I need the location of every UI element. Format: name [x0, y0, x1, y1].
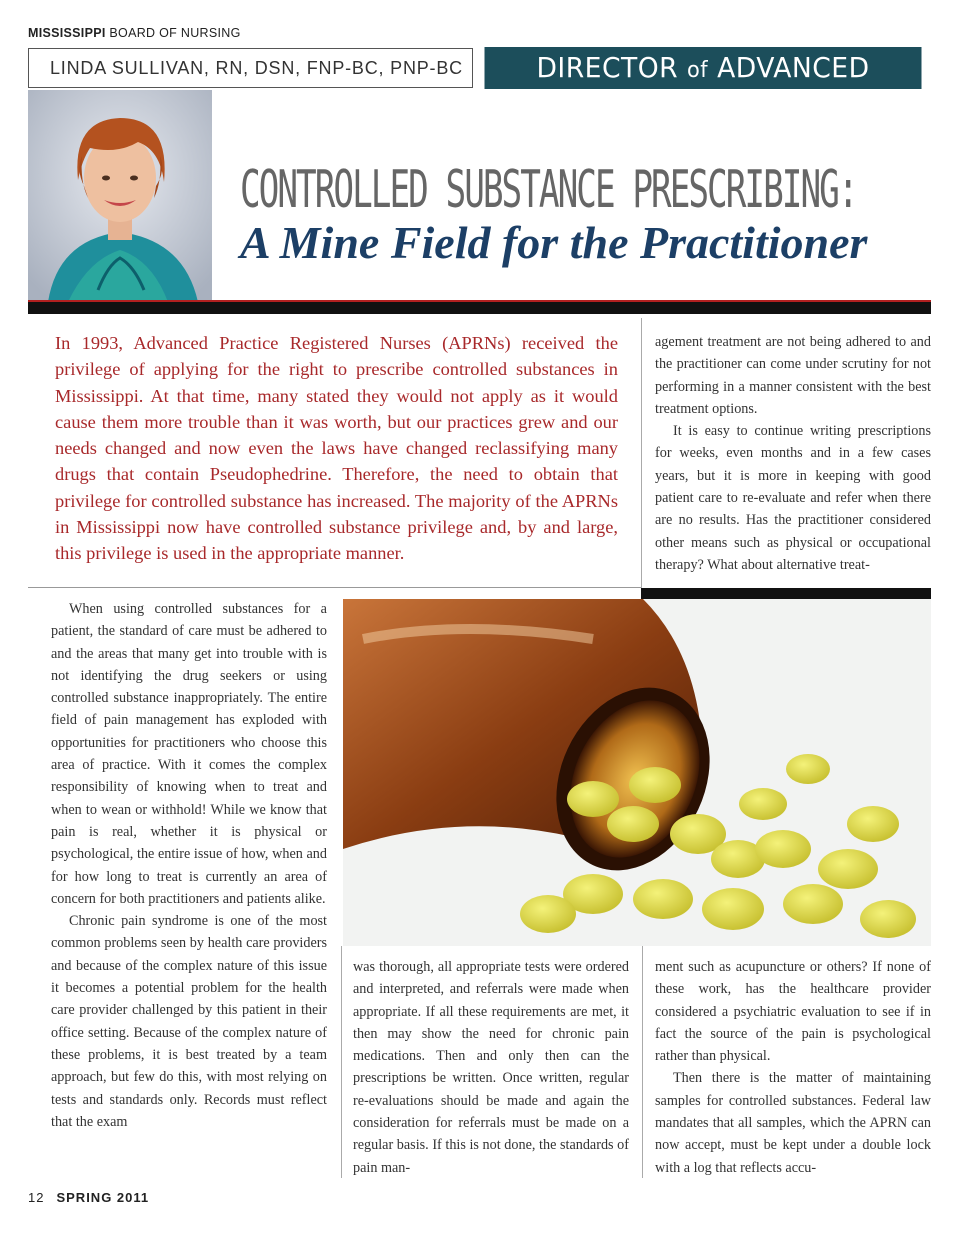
paragraph: Chronic pain syndrome is one of the most common problems seen by health care providers and because of the complex nature of this issue it becomes a potential problem for the health care provider challenged by this patient in their office setting. Because of the complex nature of these problems, it is best treated by a team approach, but few do this, with most relying on tests and standards only. Records must reflect that the exam — [51, 913, 327, 1130]
header-rule — [28, 300, 931, 314]
lede-paragraph: In 1993, Advanced Practice Registered Nurses (APRNs) received the privilege of applying for the right to prescribe controlled substances in Mississippi. At that time, many stated they would not apply as it would cause them more trouble than it was worth, but our practices grew and our needs changed and now even the laws have changed reclassifying many drugs that contain Pseudophedrine. Therefore, the need to obtain that privilege for controlled substance has increased. The majority of the APRNs in Mississippi now have controlled substance privilege and, by and large, this privilege is used in the appropriate manner. — [55, 333, 618, 564]
paragraph: It is easy to continue writing prescriptions for weeks, even months and in a few cases years, but it is more in keeping with good patient care to re-evaluate and refer when there are no results. Has the practitioner considered other means such as physical or occupational therapy? What about alternative treat- — [655, 423, 931, 573]
column-divider — [642, 946, 643, 1178]
header-rule-accent — [28, 300, 931, 302]
article-subtitle: A Mine Field for the Practitioner — [240, 217, 868, 268]
publication-name-bold: MISSISSIPPI — [28, 26, 106, 40]
column-top-right — [655, 331, 931, 576]
paragraph: ment such as acupuncture or others? If none of these work, has the healthcare provider considered a psychiatric evaluation to see if in fact the source of the pain is psychological rather than physical. — [655, 959, 931, 1065]
author-name: LINDA SULLIVAN, RN, DSN, FNP-BC, PNP-BC — [50, 58, 463, 78]
article-title: CONTROLLED SUBSTANCE PRESCRIBING: — [240, 160, 857, 220]
department-word-2: ADVANCED PRACTICE — [636, 51, 870, 129]
page-number: 12 — [28, 1190, 45, 1205]
column-left — [51, 598, 327, 1133]
pill-bottle-photo — [343, 599, 931, 946]
department-word-1: DIRECTOR — [536, 51, 679, 84]
paragraph: agement treatment are not being adhered to and the practitioner can come under scrutiny for not performing in a manner consistent with the best treatment options. — [655, 334, 931, 417]
publication-name-rest: BOARD OF NURSING — [109, 26, 241, 40]
department-of: of — [687, 58, 709, 83]
column-middle — [353, 956, 629, 1179]
publication-name — [28, 26, 241, 40]
pill-bottle-illustration — [343, 599, 931, 946]
author-portrait — [28, 90, 212, 302]
portrait-illustration — [28, 90, 212, 302]
paragraph: Then there is the matter of maintaining samples for controlled substances. Federal law mandates that all samples, which the APRN can now accept, must be kept under a double lock with a log that reflects accu- — [655, 1070, 931, 1176]
paragraph: When using controlled substances for a patient, the standard of care must be adhered to and the areas that many get into trouble with is not identifying the drug seekers or using controlled substance inappropriately. The entire field of pain management has exploded with opportunities for practitioners who choose this area of practice. With it comes the complex responsibility of knowing when to treat and when to wean or withhold! While we know that pain is real, whether it is physical or psychological, the entire issue of how, when and for how long to treat is currently an area of concern for both practitioners and patients alike. — [51, 601, 327, 907]
column-divider — [641, 318, 642, 588]
page-footer — [28, 1190, 149, 1205]
column-right — [655, 956, 931, 1179]
paragraph: was thorough, all appropriate tests were ordered and interpreted, and referrals were made when appropriate. If all these requirements are met, it then may show the need for chronic pain medications. Then and only then can the prescriptions be written. Once written, regular re-evaluations should be made and again the consideration for referrals must be made on a regular basis. If this is not done, the standards of pain man- — [353, 959, 629, 1176]
department-banner — [485, 47, 922, 129]
column-divider — [341, 946, 342, 1178]
issue-label: SPRING 2011 — [56, 1190, 150, 1205]
lede-divider — [28, 587, 642, 588]
